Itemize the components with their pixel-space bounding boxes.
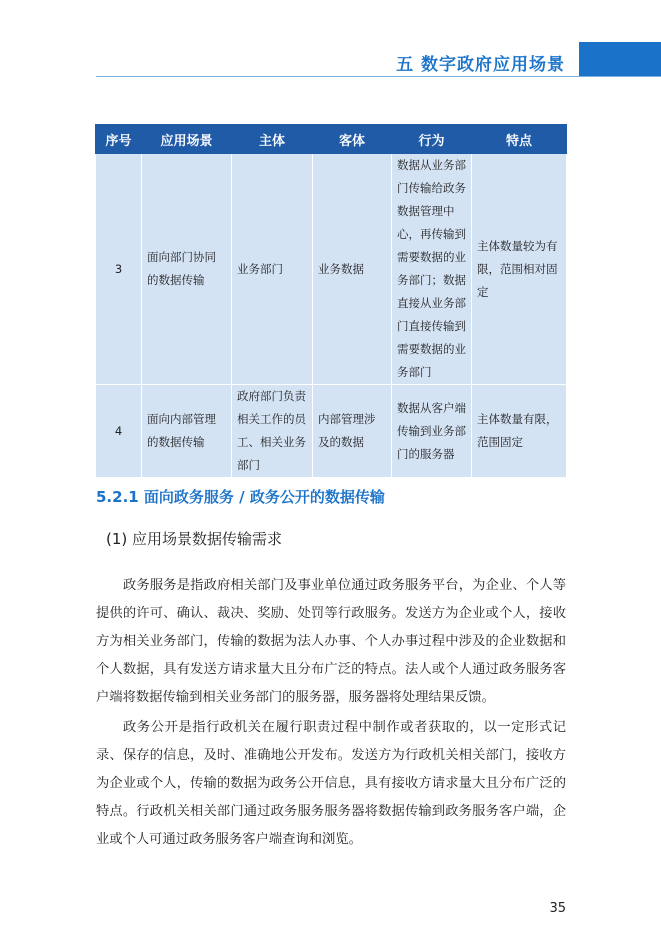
- cell-feature: 主体数量较为有限，范围相对固定: [472, 154, 567, 385]
- subsection-heading: (1) 应用场景数据传输需求: [106, 530, 283, 548]
- cell-object: 业务数据: [313, 154, 392, 385]
- section-heading: 5.2.1 面向政务服务 / 政务公开的数据传输: [96, 488, 385, 506]
- cell-feature: 主体数量有限，范围固定: [472, 385, 567, 478]
- cell-number: 4: [96, 385, 142, 478]
- page-number: 35: [549, 901, 566, 916]
- body-paragraph: 政务公开是指行政机关在履行职责过程中制作或者获取的，以一定形式记录、保存的信息，及时、准确地公开发布。发送方为行政机关相关部门，接收方为企业或个人，传输的数据为政务公开信息，具有接收方请求量大且分布广泛的特点。行政机关相关部门通过政务服务服务器将数据传输到政务服务客户端，企业或个人可通过政务服务客户端查询和浏览。: [96, 720, 566, 847]
- header-accent-bar: [579, 42, 661, 76]
- column-header: 客体: [313, 125, 392, 154]
- table-header-row: [96, 125, 567, 154]
- cell-behavior: 数据从客户端传输到业务部门的服务器: [392, 385, 472, 478]
- cell-number: 3: [96, 154, 142, 385]
- scenario-table: [95, 124, 567, 478]
- column-header: 行为: [392, 125, 472, 154]
- column-header: 主体: [232, 125, 313, 154]
- chapter-title: 五 数字政府应用场景: [396, 55, 565, 75]
- table-row: [96, 385, 567, 478]
- cell-scene: 面向部门协同的数据传输: [142, 154, 232, 385]
- column-header: 序号: [96, 125, 142, 154]
- body-paragraph: 政务服务是指政府相关部门及事业单位通过政务服务平台，为企业、个人等提供的许可、确认、裁决、奖励、处罚等行政服务。发送方为企业或个人，接收方为相关业务部门，传输的数据为法人办事、个人办事过程中涉及的企业数据和个人数据，具有发送方请求量大且分布广泛的特点。法人或个人通过政务服务客户端将数据传输到相关业务部门的服务器，服务器将处理结果反馈。: [96, 578, 566, 705]
- table-row: [96, 154, 567, 385]
- cell-behavior: 数据从业务部门传输给政务数据管理中心，再传输到需要数据的业务部门；数据直接从业务部门直接传输到需要数据的业务部门: [392, 154, 472, 385]
- column-header: 特点: [472, 125, 567, 154]
- cell-scene: 面向内部管理的数据传输: [142, 385, 232, 478]
- header-divider: [96, 76, 661, 77]
- cell-object: 内部管理涉及的数据: [313, 385, 392, 478]
- cell-subject: 政府部门负责相关工作的员工、相关业务部门: [232, 385, 313, 478]
- cell-subject: 业务部门: [232, 154, 313, 385]
- column-header: 应用场景: [142, 125, 232, 154]
